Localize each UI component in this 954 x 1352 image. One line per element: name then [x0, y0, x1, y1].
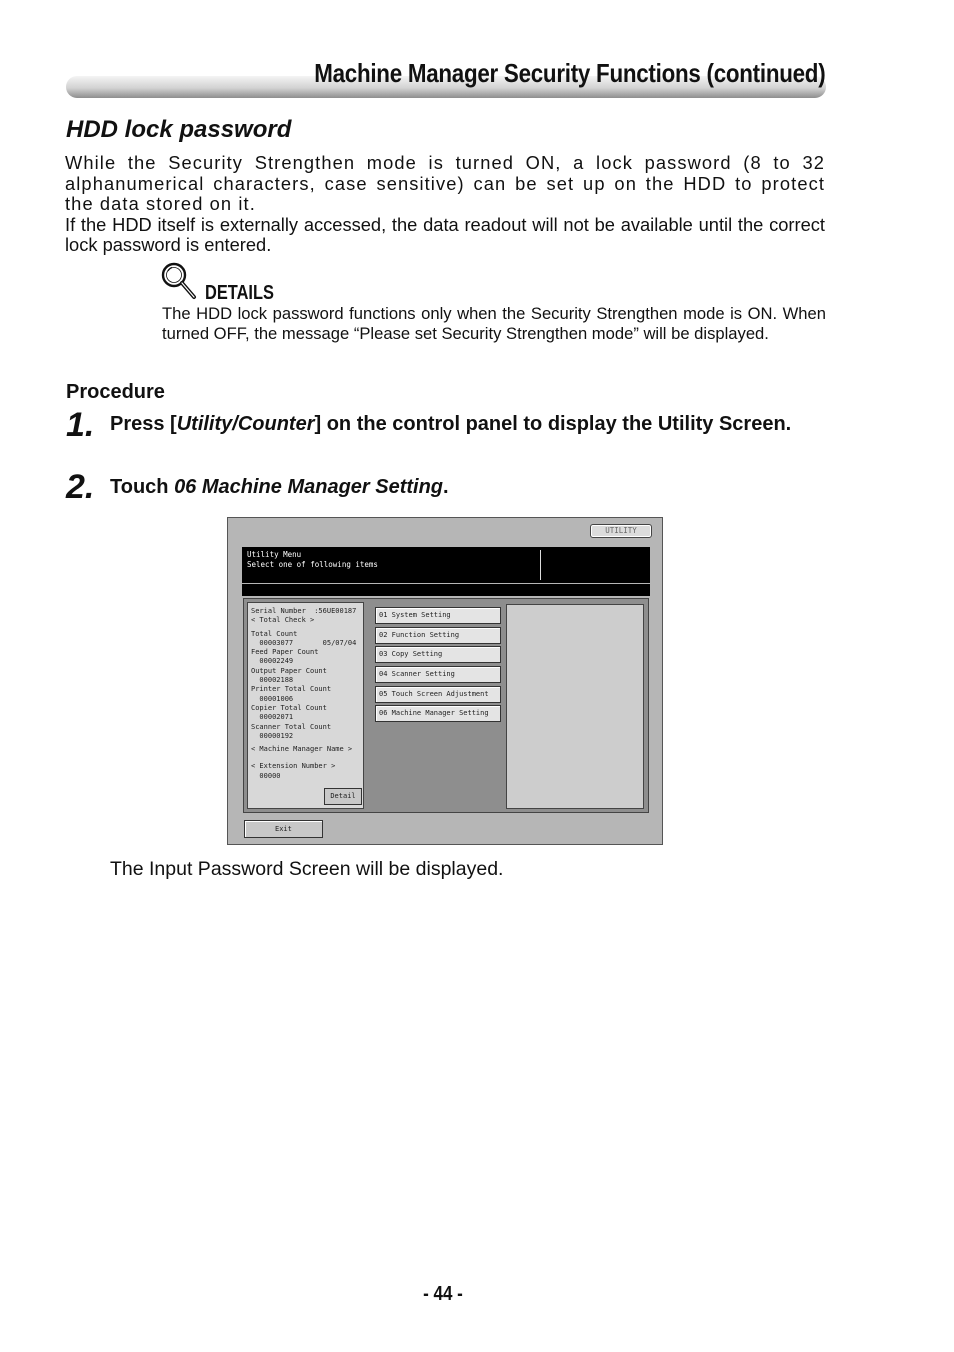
result-text: The Input Password Screen will be displayed.	[110, 858, 504, 880]
page-number: - 44 -	[423, 1283, 463, 1305]
step-1-text-post: ] on the control panel to display the Utility Screen.	[314, 413, 792, 435]
utility-title-line-2: Select one of following items	[247, 559, 378, 569]
step-1-key: Utility/Counter	[176, 413, 315, 435]
utility-title-box	[242, 547, 650, 583]
menu-item-system-setting[interactable]: 01 System Setting	[375, 607, 501, 624]
copier-total-count-label: Copier Total Count	[251, 703, 327, 712]
page-header-title: Machine Manager Security Functions (continued)	[313, 58, 825, 88]
scanner-total-count-label: Scanner Total Count	[251, 722, 332, 731]
section-title: HDD lock password	[66, 116, 292, 143]
utility-menu-list	[375, 607, 501, 725]
menu-item-machine-manager-setting[interactable]: 06 Machine Manager Setting	[375, 705, 501, 722]
machine-manager-name-label: < Machine Manager Name >	[251, 745, 353, 754]
feed-paper-count-value: 00002249	[251, 657, 294, 666]
title-divider	[540, 550, 541, 580]
printer-total-count-label: Printer Total Count	[251, 685, 332, 694]
step-2-number: 2.	[66, 468, 95, 506]
procedure-title: Procedure	[66, 381, 165, 403]
step-2-key: 06 Machine Manager Setting	[174, 476, 444, 498]
utility-button[interactable]: UTILITY	[590, 524, 652, 538]
total-check-label: < Total Check >	[251, 616, 315, 625]
feed-paper-count-label: Feed Paper Count	[251, 648, 319, 657]
detail-button[interactable]: Detail	[324, 788, 362, 805]
menu-item-scanner-setting[interactable]: 04 Scanner Setting	[375, 666, 501, 683]
step-2-text	[110, 474, 826, 501]
output-paper-count-label: Output Paper Count	[251, 666, 327, 675]
menu-item-copy-setting[interactable]: 03 Copy Setting	[375, 646, 501, 663]
extension-number-label: < Extension Number >	[251, 762, 336, 771]
submenu-panel	[506, 604, 644, 809]
extension-number-value: 00000	[251, 771, 281, 780]
printer-total-count-value: 00001006	[251, 694, 294, 703]
copier-total-count-value: 00002071	[251, 713, 294, 722]
counter-info-box	[247, 602, 364, 809]
scanner-total-count-value: 00000192	[251, 731, 294, 740]
intro-paragraph-1: While the Security Strengthen mode is turned ON, a lock password (8 to 32 alphanumerical characters, case sensitive) can be set up on the HDD to protect the data stored on it.	[65, 152, 825, 214]
magnifier-icon	[160, 261, 200, 303]
step-2-text-pre: Touch	[110, 476, 175, 498]
intro-text	[65, 153, 825, 256]
details-label: DETAILS	[205, 282, 274, 304]
total-count-value: 00003077 05/07/04	[251, 638, 357, 647]
step-2-text-post: .	[443, 476, 449, 498]
menu-item-function-setting[interactable]: 02 Function Setting	[375, 627, 501, 644]
menu-item-touch-screen-adjustment[interactable]: 05 Touch Screen Adjustment	[375, 686, 501, 703]
utility-screen	[227, 517, 663, 845]
intro-paragraph-2: If the HDD itself is externally accessed, the data readout will not be available until the correct lock password is entered.	[65, 213, 825, 255]
step-1-text	[110, 411, 826, 438]
step-1-text-pre: Press [	[110, 413, 177, 435]
step-1-number: 1.	[66, 406, 95, 444]
total-count-label: Total Count	[251, 629, 298, 638]
output-paper-count-value: 00002188	[251, 676, 294, 685]
message-bar	[242, 584, 650, 596]
utility-title-line-1: Utility Menu	[247, 550, 302, 559]
exit-button[interactable]: Exit	[244, 820, 323, 838]
details-text: The HDD lock password functions only when the Security Strengthen mode is ON. When turned OFF, the message “Please set Security Strengthen mode” will be displayed.	[162, 304, 826, 343]
serial-number: Serial Number :56UE00187	[251, 607, 357, 615]
main-panel	[243, 598, 649, 813]
